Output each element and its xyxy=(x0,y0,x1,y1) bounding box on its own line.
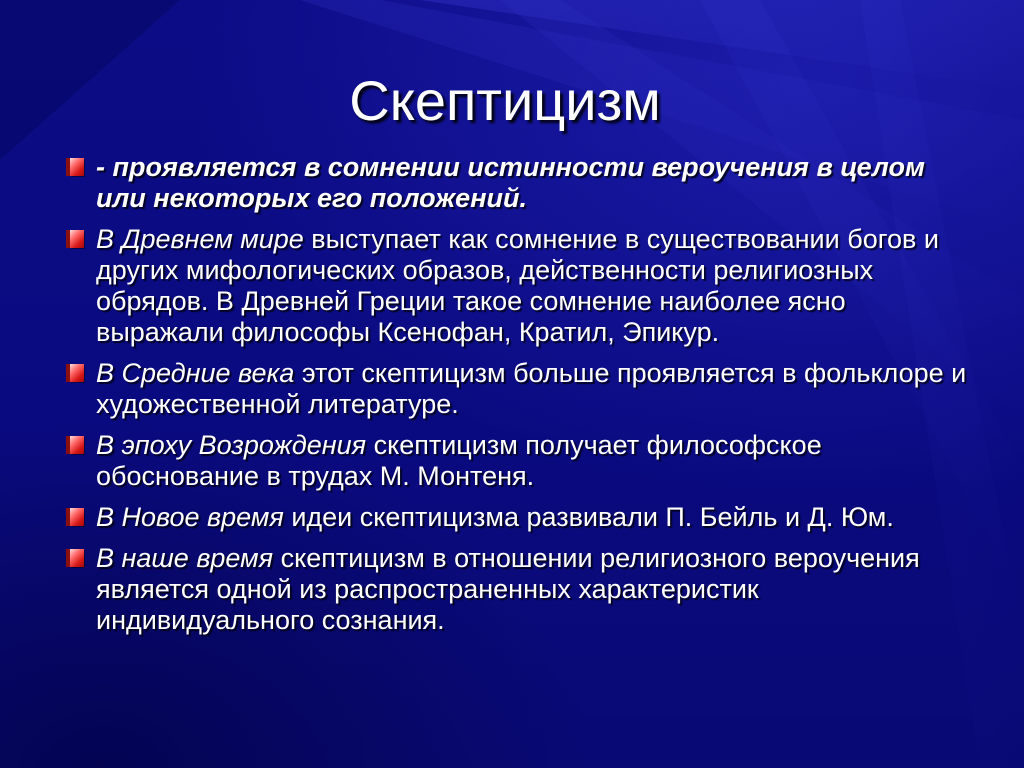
slide-title: Скептицизм xyxy=(349,69,661,132)
red-square-bullet-icon xyxy=(66,158,86,178)
item-text: скептицизм получает философское обоснование в трудах М. Монтеня. xyxy=(96,430,822,491)
item-lead: В эпоху Возрождения xyxy=(96,430,367,460)
list-item xyxy=(96,430,976,492)
item-text: этот скептицизм больше проявляется в фольклоре и художественной литературе. xyxy=(96,358,967,419)
red-square-bullet-icon xyxy=(66,508,86,528)
red-square-bullet-icon xyxy=(66,549,86,569)
item-lead: В Новое время xyxy=(96,502,284,532)
item-text: скептицизм в отношении религиозного вероучения является одной из распространенных характеристик индивидуального сознания. xyxy=(96,543,920,635)
item-lead: В Средние века xyxy=(96,358,295,388)
list-item xyxy=(96,152,976,214)
item-text: выступает как сомнение в существовании богов и других мифологических образов, действенности религиозных обрядов. В Древней Греции такое сомнение наиболее ясно выражали философы Ксенофан, Кратил, Эпикур. xyxy=(96,224,939,347)
item-lead: В Древнем мире xyxy=(96,224,304,254)
list-item xyxy=(96,358,976,420)
red-square-bullet-icon xyxy=(66,230,86,250)
item-text: идеи скептицизма развивали П. Бейль и Д. Юм. xyxy=(283,502,894,532)
red-square-bullet-icon xyxy=(66,364,86,384)
list-item xyxy=(96,502,976,533)
item-lead: В наше время xyxy=(96,543,274,573)
list-item xyxy=(96,543,976,636)
list-item xyxy=(96,224,976,348)
red-square-bullet-icon xyxy=(66,436,86,456)
item-text: - проявляется в сомнении истинности вероучения в целом или некоторых его положений. xyxy=(96,152,925,213)
bullet-list xyxy=(96,152,976,646)
